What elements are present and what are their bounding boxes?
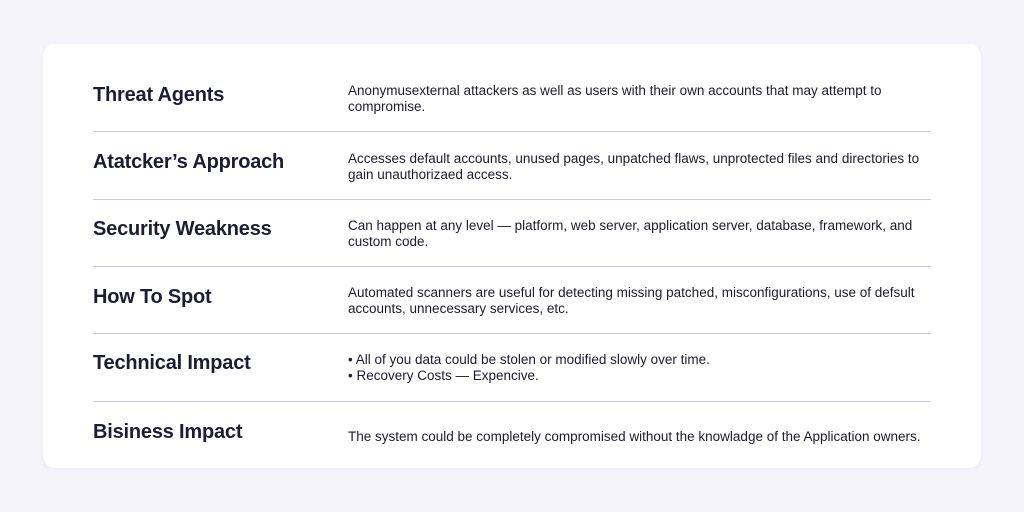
description-line: custom code.: [348, 234, 429, 249]
row-description: [348, 151, 938, 183]
description-line: Can happen at any level — platform, web server, application server, database, framework, and: [348, 218, 913, 233]
row-description: [348, 83, 938, 115]
description-line: • All of you data could be stolen or modified slowly over time.: [348, 352, 710, 367]
row-description: [348, 429, 938, 445]
row-label: Threat Agents: [93, 84, 225, 106]
table-row-business-impact: [93, 402, 931, 468]
description-line: The system could be completely compromised without the knowladge of the Application owners.: [348, 429, 921, 444]
description-line: compromise.: [348, 99, 426, 114]
description-line: accounts, unnecessary services, etc.: [348, 301, 569, 316]
description-line: • Recovery Costs — Expencive.: [348, 368, 539, 383]
info-card: [43, 44, 981, 468]
description-line: Accesses default accounts, unused pages, unpatched flaws, unprotected files and directories to: [348, 151, 920, 166]
row-description: [348, 218, 938, 250]
row-description: [348, 285, 938, 317]
table-row-security-weakness: [93, 200, 931, 267]
row-description: [348, 352, 938, 384]
table-row-attackers-approach: [93, 132, 931, 200]
row-label: Atatcker’s Approach: [93, 151, 285, 173]
table-row-threat-agents: [93, 44, 931, 132]
row-label: How To Spot: [93, 286, 212, 308]
row-label: Technical Impact: [93, 352, 251, 374]
row-label: Bisiness Impact: [93, 421, 243, 443]
description-line: Automated scanners are useful for detecting missing patched, misconfigurations, use of defsult: [348, 285, 915, 300]
table-row-how-to-spot: [93, 267, 931, 334]
row-label: Security Weakness: [93, 218, 272, 240]
description-line: Anonymusexternal attackers as well as users with their own accounts that may attempt to: [348, 83, 882, 98]
table-row-technical-impact: [93, 334, 931, 402]
description-line: gain unauthorizaed access.: [348, 167, 513, 182]
